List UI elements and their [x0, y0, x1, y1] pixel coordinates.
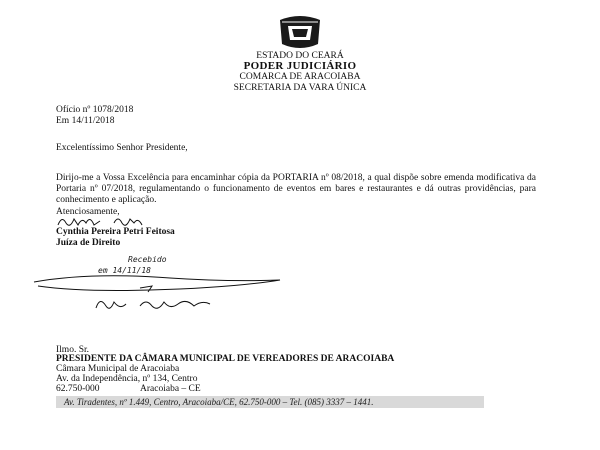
- signatory-title: Juíza de Direito: [56, 238, 121, 248]
- office-number: Ofício nº 1078/2018: [56, 105, 134, 115]
- header-district: COMARCA DE ARACOIABA: [239, 72, 361, 82]
- header-state: ESTADO DO CEARÁ: [256, 51, 344, 61]
- addressee-title: PRESIDENTE DA CÂMARA MUNICIPAL DE VEREADORES DE ARACOIABA: [56, 354, 395, 364]
- header-judiciary: PODER JUDICIÁRIO: [243, 60, 357, 72]
- addressee-postal: 62.750-000: [56, 384, 100, 394]
- footer-address-bar: Av. Tiradentes, nº 1.449, Centro, Aracoiaba/CE, 62.750-000 – Tel. (085) 3337 – 1441.: [56, 396, 484, 408]
- addressee-street: Av. da Independência, nº 134, Centro: [56, 374, 198, 384]
- addressee-honorific: Ilmo. Sr.: [56, 345, 89, 355]
- office-date: Em 14/11/2018: [56, 116, 115, 126]
- addressee-city: Aracoiaba – CE: [140, 384, 201, 394]
- receipt-note-line1: Recebido: [128, 255, 167, 264]
- addressee-org: Câmara Municipal de Aracoiaba: [56, 364, 180, 374]
- coat-of-arms-seal: [276, 14, 324, 50]
- receipt-signature: [30, 270, 290, 318]
- receipt-note-line2: em 14/11/18: [98, 266, 151, 275]
- header-secretariat: SECRETARIA DA VARA ÚNICA: [233, 83, 367, 93]
- body-paragraph: Dirijo-me a Vossa Excelência para encaminhar cópia da PORTARIA nº 08/2018, a qual dispõe sobre emenda modificativa da Portaria nº 07/2018, regulamentando o funcionamento de eventos em bares e restaurantes e dá outras providências, para conhecimento e aplicação.: [56, 173, 536, 205]
- salutation: Excelentíssimo Senhor Presidente,: [56, 143, 188, 153]
- signatory-name: Cynthia Pereira Petri Feitosa: [56, 227, 175, 237]
- closing: Atenciosamente,: [56, 207, 120, 217]
